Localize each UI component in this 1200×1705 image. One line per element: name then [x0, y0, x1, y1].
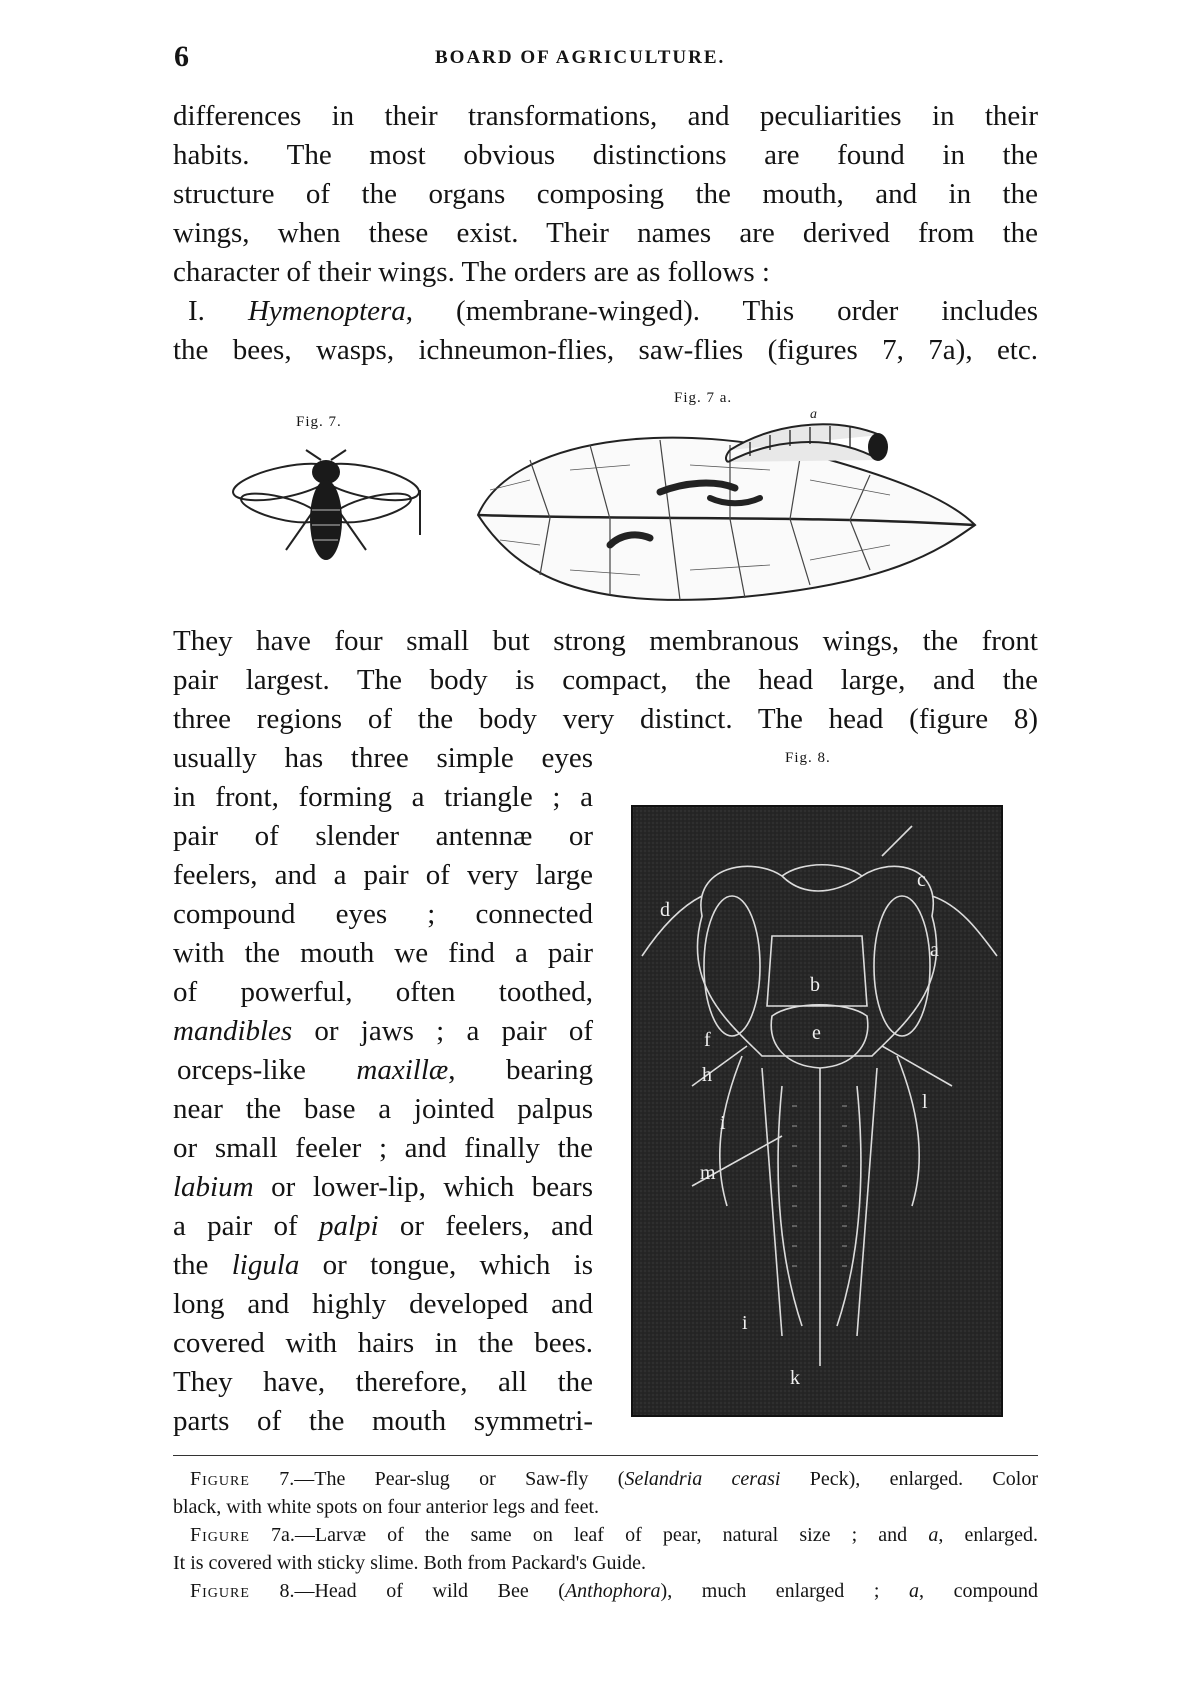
- figure-8-letter: a: [930, 939, 939, 961]
- text-line: long and highly developed and: [173, 1288, 593, 1320]
- figure-8-letter: k: [790, 1367, 800, 1389]
- text-line: a pair of palpi or feelers, and: [173, 1210, 593, 1242]
- text-line: pair largest. The body is compact, the head large, and the: [173, 664, 1038, 696]
- text-line: near the base a jointed palpus: [173, 1093, 593, 1125]
- figure-7-label: Fig. 7.: [296, 414, 342, 430]
- pear-leaf-larvae-illustration: [470, 407, 980, 610]
- figure-8-label: Fig. 8.: [785, 750, 831, 766]
- text-line: compound eyes ; connected: [173, 898, 593, 930]
- text-line: mandibles or jaws ; a pair of: [173, 1015, 593, 1047]
- page-number: 6: [174, 40, 189, 73]
- italic-term: Hymenoptera: [247, 295, 406, 327]
- text-line: with the mouth we find a pair: [173, 937, 593, 969]
- footnote-figure-7a: Figure 7a.—Larvæ of the same on leaf of pear, natural size ; and a, enlarged.: [190, 1524, 1038, 1546]
- figure-8-letter: h: [702, 1064, 712, 1086]
- bee-head-engraving: [632, 806, 1002, 1416]
- text-line: feelers, and a pair of very large: [173, 859, 593, 891]
- figure-8-letter: i: [742, 1312, 748, 1334]
- figure-8-letter: m: [700, 1162, 716, 1184]
- figure-8-letter: b: [810, 974, 820, 996]
- footnote-rule: [173, 1455, 1038, 1456]
- italic-term: labium: [173, 1171, 254, 1203]
- footnote-figure-8: Figure 8.—Head of wild Bee (Anthophora), much enlarged ; a, compound: [190, 1580, 1038, 1602]
- text-line: labium or lower-lip, which bears: [173, 1171, 593, 1203]
- figure-8-letter: e: [812, 1022, 821, 1044]
- text-line: structure of the organs composing the mouth, and in the: [173, 178, 1038, 210]
- italic-term: palpi: [318, 1210, 379, 1242]
- text-line: parts of the mouth symmetri-: [173, 1405, 593, 1437]
- text-line: They have four small but strong membranous wings, the front: [173, 625, 1038, 657]
- text-line: or small feeler ; and finally the: [173, 1132, 593, 1164]
- text-line: three regions of the body very distinct. The head (figure 8): [173, 703, 1038, 735]
- footnote-figure-7-cont: black, with white spots on four anterior legs and feet.: [173, 1496, 599, 1518]
- figure-8-letter: l: [922, 1091, 928, 1113]
- sawfly-illustration: [226, 450, 426, 570]
- running-title: BOARD OF AGRICULTURE.: [435, 47, 726, 68]
- text-line: covered with hairs in the bees.: [173, 1327, 593, 1359]
- text-line: usually has three simple eyes: [173, 742, 593, 774]
- text-line: differences in their transformations, and peculiarities in their: [173, 100, 1038, 132]
- text-line: wings, when these exist. Their names are derived from the: [173, 217, 1038, 249]
- figure-8-letter: c: [917, 869, 926, 891]
- italic-term: mandibles: [173, 1015, 293, 1047]
- text-line: the bees, wasps, ichneumon-flies, saw-flies (figures 7, 7a), etc.: [173, 334, 1038, 366]
- text-line: I. Hymenoptera, (membrane-winged). This order includes: [188, 295, 1038, 327]
- footnote-figure-7a-cont: It is covered with sticky slime. Both from Packard's Guide.: [173, 1552, 646, 1574]
- italic-term: maxillæ: [356, 1054, 449, 1086]
- text-line: habits. The most obvious distinctions are found in the: [173, 139, 1038, 171]
- text-line: pair of slender antennæ or: [173, 820, 593, 852]
- figure-8-letter: d: [660, 899, 670, 921]
- figure-8-letter: f: [704, 1029, 711, 1051]
- text-line: character of their wings. The orders are as follows :: [173, 256, 770, 288]
- footnote-figure-7: Figure 7.—The Pear-slug or Saw-fly (Selandria cerasi Peck), enlarged. Color: [190, 1468, 1038, 1490]
- text-line: of powerful, often toothed,: [173, 976, 593, 1008]
- text-line: orceps-like maxillæ, bearing: [177, 1054, 593, 1086]
- figure-7a-label: Fig. 7 a.: [674, 390, 733, 406]
- figure-7a-letter: a: [810, 407, 817, 422]
- text-line: in front, forming a triangle ; a: [173, 781, 593, 813]
- text-line: the ligula or tongue, which is: [173, 1249, 593, 1281]
- figure-8-letter: i: [720, 1112, 726, 1134]
- italic-term: ligula: [231, 1249, 300, 1281]
- text-line: They have, therefore, all the: [173, 1366, 593, 1398]
